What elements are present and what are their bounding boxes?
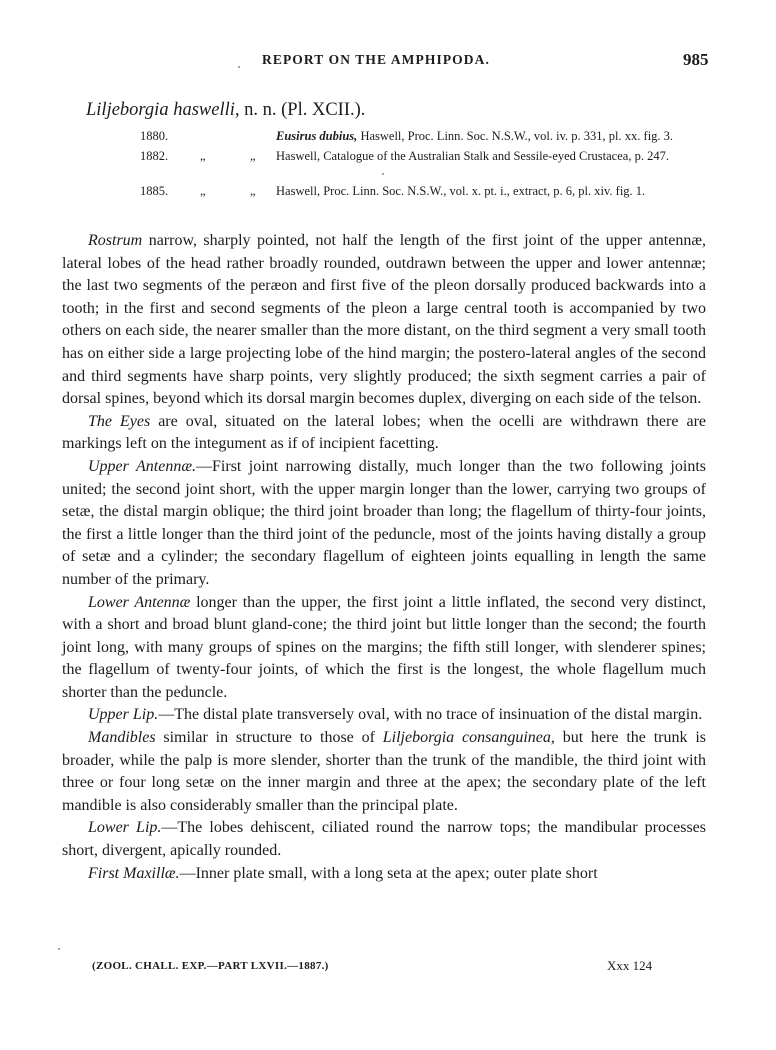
paragraph-lead: The Eyes [88,412,151,430]
paragraph-lower-antennae [62,592,706,705]
paragraph-lead: Upper Antennæ. [88,457,197,475]
synonymy-year: 1880. [140,129,169,143]
paragraph-lead: Lower Antennæ [88,593,191,611]
synonymy-year: 1885. [140,184,169,198]
print-speck [382,173,384,175]
paragraph-upper-antennae [62,456,706,592]
synonymy-text: Haswell, Catalogue of the Australian Stalk and Sessile-eyed Crustacea, p. 247. [276,149,669,163]
signature-mark: Xxx 124 [607,958,653,973]
running-title: REPORT ON THE AMPHIPODA. [262,52,490,67]
synonymy-text: Haswell, Proc. Linn. Soc. N.S.W., vol. iv. p. 331, pl. xx. fig. 3. [357,129,674,143]
print-speck [58,948,60,950]
paragraph-text: —Inner plate small, with a long seta at the apex; outer plate short [179,864,598,882]
paragraph-eyes [62,411,706,456]
paragraph-lead: Rostrum [88,232,143,249]
paragraph-upper-lip [62,704,706,727]
synonymy-citation [276,128,776,145]
ditto-mark: „ [250,149,256,163]
page-header [0,50,776,74]
ditto-mark: „ [200,184,206,198]
paragraph-text: narrow, sharply pointed, not half the length of the first joint of the upper antennæ, lateral lobes of the head rather broadly rounded, outdrawn between the upper and lower antennæ; the last two segments of the peræon and first five of the pleon dorsally produced backwards into a tooth; in the first and second segments of the pleon a large central tooth is accompanied by two others on each side, the nearer smaller than the more distant, on the third segment a very small tooth has on either side a large projecting lobe of the hind margin; the postero-lateral angles of the second and third segments have sharp points, very slightly produced; the sixth segment carries a pair of dorsal spines, beyond which its dorsal margin becomes duplex, diverging on each side of the telson. [62,232,706,408]
paragraph-text-continued: but here the trunk is broader, while the palp is more slender, shorter than the trunk of the mandible, the third joint with three or four long setæ on the inner margin and three at the apex; the secondary plate of the left mandible is also considerably smaller than the principal plate. [62,729,707,814]
ditto-mark: „ [250,184,256,198]
synonymy-text: Haswell, Proc. Linn. Soc. N.S.W., vol. x. pt. i., extract, p. 6, pl. xiv. fig. 1. [276,184,646,198]
paragraph-text: —The lobes dehiscent, ciliated round the narrow tops; the mandibular processes short, divergent, apically rounded. [62,819,706,860]
paragraph-lead: Mandibles [88,729,156,747]
paragraph-first-maxillae [62,863,706,886]
paragraph-text: —First joint narrowing distally, much longer than the two following joints united; the second joint short, with the upper margin longer than the lower, carrying two groups of setæ, the distal margin oblique; the third joint broader than long; the flagellum of thirty-four joints, the first a little longer than the third joint of the peduncle, most of the joints having distally a group of setæ and a cylinder; the secondary flagellum of eighteen joints equalling in length the same number of the primary. [62,457,706,588]
paragraph-text: —The distal plate transversely oval, with no trace of insinuation of the distal margin. [158,706,703,724]
species-heading [86,100,365,121]
paragraph-lead: Lower Lip. [88,819,162,837]
paragraph-lead: First Maxillæ. [88,864,180,882]
paragraph-lower-lip [62,817,706,862]
footer-citation: (ZOOL. CHALL. EXP.—PART LXVII.—1887.) [92,960,329,972]
paragraph-lead: Upper Lip. [88,706,159,724]
page-footer [0,958,776,978]
paragraph-text: similar in structure to those of [155,729,383,747]
paragraph-text: longer than the upper, the first joint a little inflated, the second very distinct, with a short and broad blunt gland-cone; the third joint but little longer than the second; the fourth joint long, with many groups of spines on the margins; the fifth still longer, with slenderer spines; the flagellum of twenty-four joints, of which the first is the longest, the whole flagellum much shorter than the peduncle. [62,593,706,701]
species-suffix: n. n. (Pl. XCII.). [239,100,366,120]
description-body [62,230,706,885]
ditto-mark: „ [200,149,206,163]
page-number: 985 [683,50,709,69]
species-reference: Liljeborgia consanguinea, [382,729,555,747]
paragraph-text: are oval, situated on the lateral lobes; when the ocelli are withdrawn there are markings left on the integument as if of incipient facetting. [62,412,706,453]
synonymy-genus: Eusirus dubius, [276,129,358,143]
paragraph-mandibles [62,727,706,817]
synonymy-year: 1882. [140,149,169,163]
species-name: Liljeborgia haswelli, [86,100,240,120]
print-speck [238,66,240,68]
paragraph-rostrum [62,230,706,411]
